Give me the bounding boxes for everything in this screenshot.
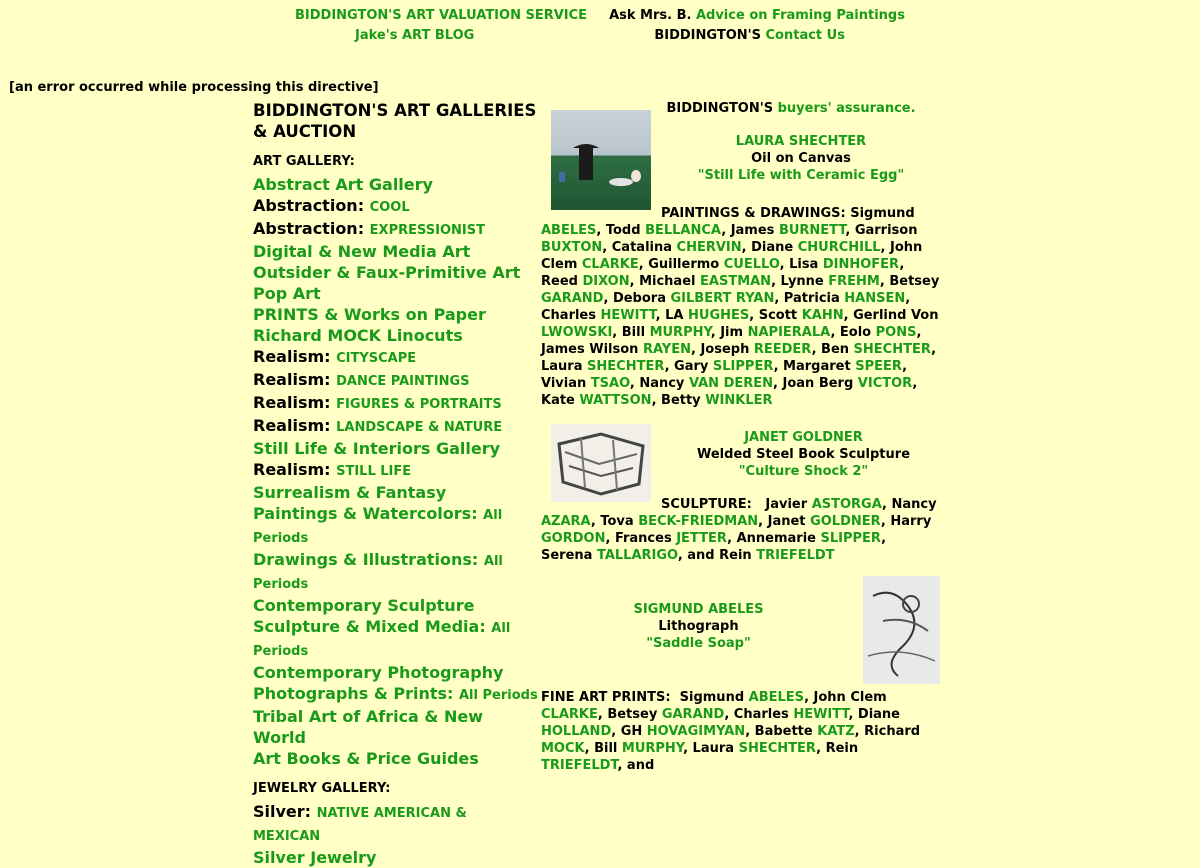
gallery-link[interactable]: Contemporary Sculpture [253,596,475,615]
artist-link[interactable]: PONS [875,325,917,340]
gallery-link-suffix[interactable]: All Periods [253,621,511,659]
gallery-link[interactable]: Contemporary Photography [253,663,504,682]
artist-first-name: Serena [541,548,593,563]
artist-first-name: Nancy [639,376,685,391]
artist-link[interactable]: HEWITT [793,707,849,722]
gallery-category-label: Silver: [253,802,312,821]
blog-prefix: Jake's [355,28,398,43]
gallery-menu-item [253,482,538,503]
art-gallery-list [253,174,538,769]
artist-first-name: Ben [821,342,850,357]
jewelry-gallery-heading: JEWELRY GALLERY: [253,781,391,796]
gallery-menu-item [253,195,538,218]
gallery-link[interactable]: Drawings & Illustrations: [253,550,479,569]
artist-first-name: and Rein [687,548,752,563]
gallery-link[interactable]: Digital & New Media Art [253,242,471,261]
contact-prefix: BIDDINGTON'S [654,28,761,43]
artist-link[interactable]: SHECHTER [587,359,665,374]
gallery-link[interactable]: Photographs & Prints: [253,684,454,703]
gallery-link[interactable]: CITYSCAPE [336,351,417,366]
artist-first-name: Vivian [541,376,587,391]
artist-link[interactable]: BUXTON [541,240,603,255]
feature-2-artist-link[interactable]: JANET GOLDNER [744,430,863,445]
artist-link[interactable]: ABELES [541,223,597,238]
artist-first-name: Laura [541,359,583,374]
artist-link[interactable]: TSAO [590,376,630,391]
artist-first-name: Joseph [700,342,750,357]
artist-link[interactable]: AZARA [541,514,591,529]
blog-link[interactable] [355,28,474,43]
artist-first-name: Babette [754,724,813,739]
gallery-link[interactable]: Sculpture & Mixed Media: [253,617,486,636]
assurance-prefix: BIDDINGTON'S [666,101,774,116]
artist-link[interactable]: HOLLAND [541,724,612,739]
artist-first-name: Diane [857,707,900,722]
feature-1-artist-link[interactable]: LAURA SHECHTER [735,134,867,149]
artist-first-name: Jim [720,325,744,340]
artist-link[interactable]: JETTER [676,531,728,546]
gallery-category-label: Realism: [253,416,331,435]
artist-first-name: James Wilson [541,342,639,357]
artist-first-name: Laura [692,741,735,756]
valuation-service-link[interactable]: BIDDINGTON'S ART VALUATION SERVICE [295,8,588,23]
artist-first-name: Todd [605,223,641,238]
artist-first-name: Patricia [783,291,840,306]
gallery-link[interactable]: STILL LIFE [336,464,412,479]
gallery-menu-item [253,459,538,482]
gallery-menu-item [253,325,538,346]
page-title: BIDDINGTON'S ART GALLERIES & AUCTION [253,101,537,141]
artist-link[interactable]: LWOWSKI [541,325,613,340]
sculpture-heading: SCULPTURE: [661,497,752,512]
artist-link[interactable]: DINHOFER [822,257,900,272]
artist-first-name: Nancy [891,497,937,512]
artist-first-name: Reed [541,274,578,289]
buyers-assurance-link[interactable]: buyers' assurance. [777,101,916,116]
artist-link[interactable]: MURPHY [621,741,684,756]
gallery-link[interactable]: Surrealism & Fantasy [253,483,447,502]
gallery-menu-item [253,415,538,438]
jewelry-gallery-list [253,801,538,868]
artist-link[interactable]: SLIPPER [820,531,882,546]
artist-first-name: Betsey [607,707,658,722]
gallery-link[interactable]: Abstract Art Gallery [253,175,433,194]
artist-first-name: Joan Berg [782,376,854,391]
feature-3-medium: Lithograph [658,619,739,634]
gallery-menu-item [253,847,538,868]
gallery-link[interactable]: EXPRESSIONIST [369,223,485,238]
artist-link[interactable]: BECK-FRIEDMAN [638,514,759,529]
paintings-heading: PAINTINGS & DRAWINGS: [661,206,846,221]
artist-first-name: Lynne [780,274,824,289]
artist-link[interactable]: HANSEN [844,291,906,306]
gallery-link[interactable]: COOL [369,200,410,215]
artist-link[interactable]: MURPHY [649,325,711,340]
gallery-menu-item [253,346,538,369]
artist-first-name: Margaret [783,359,851,374]
artist-link[interactable]: TRIEFELDT [541,758,618,773]
gallery-link[interactable]: DANCE PAINTINGS [336,374,470,389]
header-row-1 [0,8,1200,23]
gallery-menu-item [253,748,538,769]
artist-link[interactable]: SPEER [855,359,903,374]
artist-first-name: Michael [639,274,696,289]
art-gallery-heading: ART GALLERY: [253,154,355,169]
artist-link[interactable]: CUELLO [723,257,780,272]
gallery-menu-item [253,304,538,325]
artist-first-name: Annemarie [736,531,816,546]
gallery-menu-item [253,706,538,748]
gallery-link-suffix[interactable]: All Periods [253,554,503,592]
artist-first-name: Charles [733,707,789,722]
artist-first-name: Gary [674,359,709,374]
artist-link[interactable]: SHECHTER [738,741,817,756]
artist-link[interactable]: GILBERT RYAN [670,291,775,306]
gallery-category-label: Abstraction: [253,219,365,238]
paintings-artist-list: PAINTINGS & DRAWINGS: Sigmund ABELES, Todd BELLANCA, James BURNETT, Garrison BUXTON, Catalina CHERVIN, Diane CHURCHILL, John Clem CLARKE, Guillermo CUELLO, Lisa DINHOFER, Reed DIXON, Michael EASTMAN, Lynne FREHM, Betsey GARAND, Debora GILBERT RYAN, Patricia HANSEN, Charles HEWITT, LA HUGHES, Scott KAHN, Gerlind Von LWOWSKI, Bill MURPHY, Jim NAPIERALA, Eolo PONS, James Wilson RAYEN, Joseph REEDER, Ben SHECHTER, Laura SHECHTER, Gary SLIPPER, Margaret SPEER, Vivian TSAO, Nancy VAN DEREN, Joan Berg VICTOR, Kate WATTSON, Betty WINKLER [541,206,940,408]
prints-artist-list: FINE ART PRINTS: Sigmund ABELES, John Clem CLARKE, Betsey GARAND, Charles HEWITT, Diane HOLLAND, GH HOVAGIMYAN, Babette KATZ, Richard MOCK, Bill MURPHY, Laura SHECHTER, Rein TRIEFELDT, and [541,690,921,773]
gallery-link[interactable]: PRINTS & Works on Paper [253,305,486,324]
sculpture-artist-list: SCULPTURE: Javier ASTORGA, Nancy AZARA, Tova BECK-FRIEDMAN, Janet GOLDNER, Harry GORDON, Frances JETTER, Annemarie SLIPPER, Serena TALLARIGO, and Rein TRIEFELDT [541,497,937,563]
artist-first-name: Betsey [889,274,940,289]
artist-link[interactable]: HUGHES [688,308,750,323]
artist-first-name: James [730,223,775,238]
artist-link[interactable]: HEWITT [600,308,656,323]
buyers-assurance-line [641,100,941,117]
artist-link[interactable]: GARAND [661,707,725,722]
artist-first-name: Gerlind Von [853,308,939,323]
artist-first-name: Richard [864,724,921,739]
gallery-menu-item [253,683,538,706]
artist-link[interactable]: ASTORGA [811,497,883,512]
artist-link[interactable]: SLIPPER [712,359,774,374]
artist-link[interactable]: TALLARIGO [596,548,678,563]
artist-first-name: Harry [890,514,932,529]
artist-link[interactable]: VICTOR [857,376,913,391]
feature-1-title-link[interactable]: "Still Life with Ceramic Egg" [697,168,905,183]
ssi-error-message: [an error occurred while processing this directive] [9,80,379,95]
artist-link[interactable]: KATZ [817,724,855,739]
feature-1-medium: Oil on Canvas [751,151,851,166]
gallery-link[interactable]: Pop Art [253,284,321,303]
artist-first-name: Tova [600,514,634,529]
artist-first-name: Garrison [854,223,918,238]
blog-link-text: ART BLOG [402,28,475,43]
artist-link[interactable]: WATTSON [579,393,652,408]
gallery-menu [253,100,538,868]
prints-heading: FINE ART PRINTS: [541,690,671,705]
artist-link[interactable]: CLARKE [581,257,639,272]
feature-3-artist-link[interactable]: SIGMUND ABELES [633,602,764,617]
artist-first-name: LA [665,308,684,323]
artist-link[interactable]: DIXON [582,274,630,289]
artist-first-name: GH [620,724,643,739]
artist-link[interactable]: TRIEFELDT [756,548,835,563]
gallery-category-label: Realism: [253,393,331,412]
gallery-menu-item [253,174,538,195]
artist-link[interactable]: FREHM [828,274,880,289]
gallery-menu-item [253,595,538,616]
feature-1-caption [661,133,941,184]
gallery-link[interactable]: Still Life & Interiors Gallery [253,439,501,458]
artist-first-name: Betty [661,393,701,408]
artist-first-name: Sigmund [679,690,745,705]
artist-link[interactable]: REEDER [753,342,812,357]
gallery-link[interactable]: Paintings & Watercolors: [253,504,478,523]
framing-advice-link[interactable]: Advice on Framing Paintings [695,8,905,23]
artist-first-name: Catalina [611,240,673,255]
feature-3-title-link[interactable]: "Saddle Soap" [646,636,751,651]
artist-link[interactable]: GORDON [541,531,606,546]
gallery-menu-item [253,283,538,304]
gallery-link[interactable]: Art Books & Price Guides [253,749,479,768]
gallery-menu-item [253,218,538,241]
artist-first-name: Eolo [839,325,872,340]
artist-link[interactable]: BELLANCA [645,223,722,238]
feature-2-medium: Welded Steel Book Sculpture [696,447,911,462]
artist-link[interactable]: CHERVIN [676,240,742,255]
gallery-link[interactable]: Outsider & Faux-Primitive Art [253,263,521,282]
gallery-link-suffix[interactable]: All Periods [459,688,538,703]
artist-first-name: Lisa [789,257,819,272]
featured-artists [541,100,941,774]
gallery-category-label: Abstraction: [253,196,365,215]
artist-first-name: Bill [621,325,646,340]
artist-link[interactable]: WINKLER [705,393,773,408]
artist-link[interactable]: HOVAGIMYAN [646,724,746,739]
gallery-link[interactable]: Silver Jewelry [253,848,377,867]
gallery-menu-item [253,369,538,392]
gallery-link[interactable]: Richard MOCK Linocuts [253,326,463,345]
feature-2-title-link[interactable]: "Culture Shock 2" [738,464,869,479]
artist-link[interactable]: GARAND [541,291,604,306]
contact-us-link[interactable]: Contact Us [765,28,845,43]
gallery-category-label: Realism: [253,347,331,366]
artist-link[interactable]: KAHN [801,308,844,323]
artist-first-name: Scott [758,308,798,323]
artist-link[interactable]: NAPIERALA [747,325,831,340]
gallery-category-label: Realism: [253,370,331,389]
gallery-menu-item [253,801,538,847]
artist-link[interactable]: RAYEN [642,342,691,357]
gallery-menu-item [253,392,538,415]
artist-first-name: John Clem [813,690,887,705]
artist-link[interactable]: GOLDNER [810,514,881,529]
gallery-link[interactable]: FIGURES & PORTRAITS [336,397,502,412]
gallery-link[interactable]: NATIVE AMERICAN & MEXICAN [253,806,467,844]
artist-link[interactable]: VAN DEREN [688,376,774,391]
artist-first-name: Diane [751,240,794,255]
gallery-category-label: Realism: [253,460,331,479]
artist-link[interactable]: CLARKE [541,707,598,722]
gallery-menu-item [253,438,538,459]
feature-2-caption [666,429,941,480]
gallery-menu-item [253,549,538,595]
gallery-menu-item [253,503,538,549]
artist-first-name: Rein [825,741,859,756]
gallery-link[interactable]: Tribal Art of Africa & New World [253,707,483,747]
header-row-2 [0,28,1200,43]
artist-first-name: Charles [541,308,596,323]
artist-first-name: John Clem [541,240,923,272]
gallery-menu-item [253,241,538,262]
gallery-menu-item [253,662,538,683]
artist-first-name: Kate [541,393,575,408]
gallery-menu-item [253,262,538,283]
gallery-menu-item [253,616,538,662]
artist-first-name: Debora [612,291,666,306]
artist-link[interactable]: ABELES [748,690,805,705]
artist-link[interactable]: EASTMAN [700,274,772,289]
artist-first-name: and [626,758,655,773]
artist-first-name: Frances [614,531,672,546]
ask-prefix: Ask Mrs. B. [609,8,692,23]
artist-first-name: Guillermo [648,257,720,272]
artist-link[interactable]: MOCK [541,741,585,756]
artist-link[interactable]: BURNETT [778,223,846,238]
artist-first-name: Bill [594,741,618,756]
artist-link[interactable]: CHURCHILL [797,240,881,255]
artist-first-name: Javier [765,497,808,512]
gallery-link-suffix[interactable]: All Periods [253,508,503,546]
feature-3-caption [541,601,856,652]
artist-link[interactable]: SHECHTER [853,342,932,357]
artist-first-name: Sigmund [850,206,915,221]
gallery-link[interactable]: LANDSCAPE & NATURE [336,420,503,435]
artist-first-name: Janet [767,514,806,529]
